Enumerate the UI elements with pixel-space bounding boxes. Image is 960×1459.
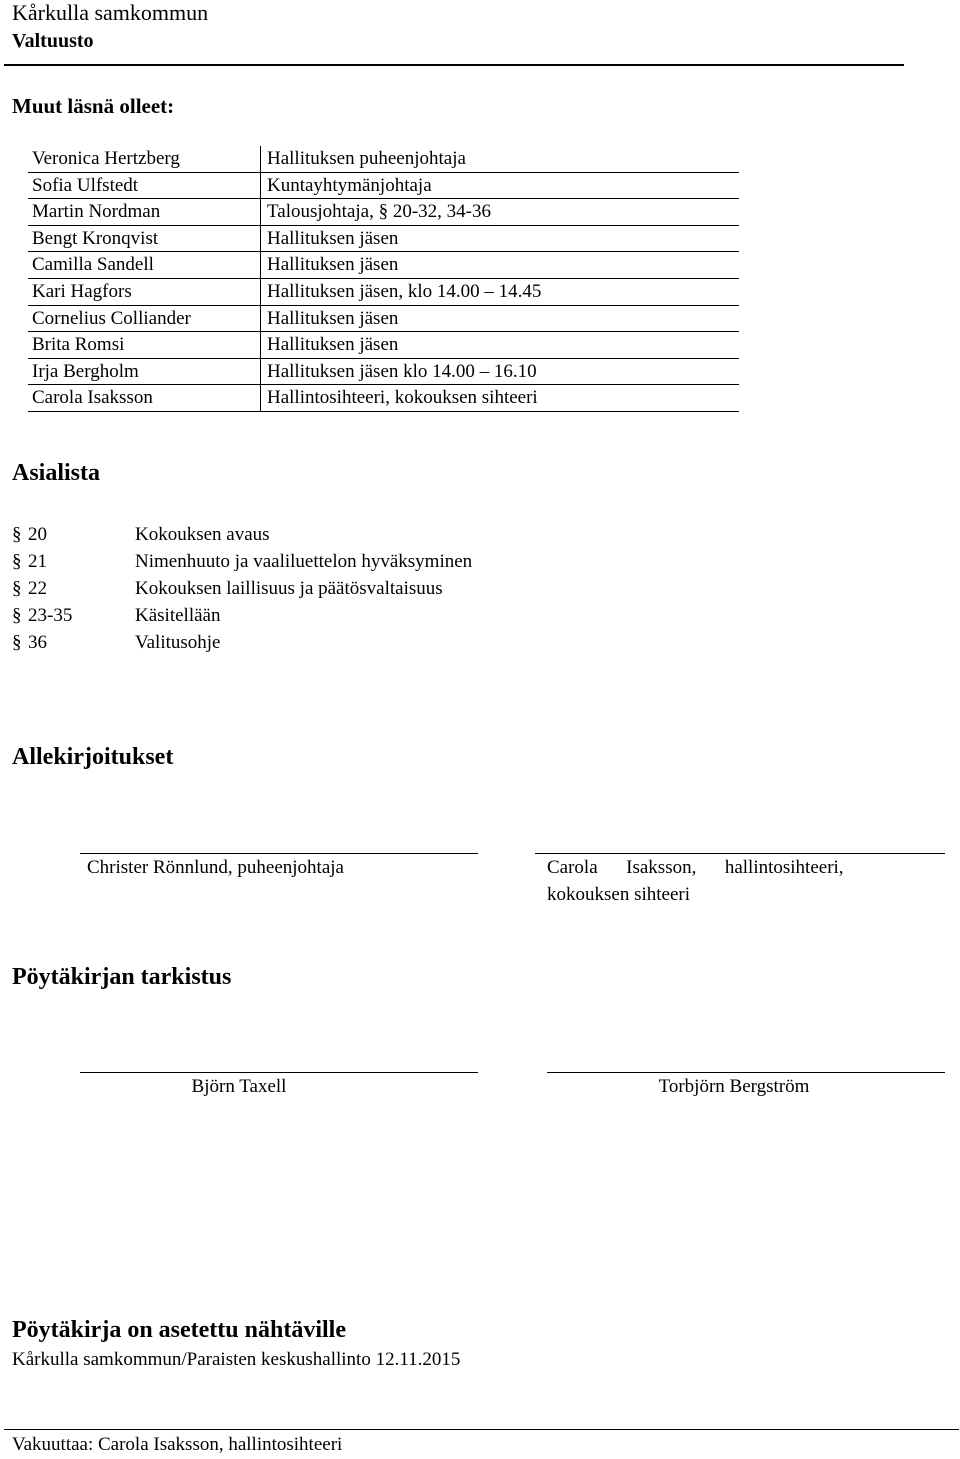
agenda-item — [12, 629, 712, 656]
attendee-role: Talousjohtaja, § 20-32, 34-36 — [260, 199, 491, 225]
agenda-item-title: Nimenhuuto ja vaaliluettelon hyväksyminen — [135, 551, 473, 572]
attendee-row — [28, 199, 739, 226]
attendee-name: Bengt Kronqvist — [32, 227, 159, 249]
attendee-role: Kuntayhtymänjohtaja — [260, 173, 432, 199]
attendee-role: Hallituksen jäsen — [260, 226, 398, 252]
agenda-item-title: Valitusohje — [135, 632, 221, 653]
section-symbol: § — [12, 605, 22, 626]
publication-heading: Pöytäkirja on asetettu nähtäville — [12, 1317, 346, 1343]
agenda-item-number: 20 — [28, 524, 47, 545]
attendee-role: Hallituksen jäsen — [260, 332, 398, 358]
review-line-left — [80, 1072, 478, 1073]
signature-secretary-line1: Carola Isaksson, hallintosihteeri, — [547, 857, 844, 878]
attendee-role: Hallituksen jäsen — [260, 306, 398, 332]
attendee-role: Hallituksen jäsen klo 14.00 – 16.10 — [260, 359, 537, 385]
agenda-item-title: Kokouksen laillisuus ja päätösvaltaisuus — [135, 578, 443, 599]
signature-chair: Christer Rönnlund, puheenjohtaja — [87, 857, 344, 878]
attendee-role: Hallintosihteeri, kokouksen sihteeri — [260, 385, 538, 411]
attendee-row — [28, 385, 739, 412]
attendee-row — [28, 359, 739, 386]
agenda-item-title: Kokouksen avaus — [135, 524, 270, 545]
agenda-item-title: Käsitellään — [135, 605, 221, 626]
organization-name: Kårkulla samkommun — [12, 0, 209, 25]
attendee-role: Hallituksen puheenjohtaja — [260, 146, 466, 172]
agenda-item-number: 23-35 — [28, 605, 73, 626]
attendee-name: Brita Romsi — [32, 334, 125, 356]
section-symbol: § — [12, 632, 22, 653]
signatures-heading: Allekirjoitukset — [12, 744, 174, 770]
agenda-item-number: 36 — [28, 632, 47, 653]
section-symbol: § — [12, 524, 22, 545]
agenda-heading: Asialista — [12, 460, 101, 486]
attendee-row — [28, 306, 739, 333]
attendee-row — [28, 173, 739, 200]
agenda-item — [12, 521, 712, 548]
attendee-row — [28, 146, 739, 173]
attendee-row — [28, 332, 739, 359]
section-symbol: § — [12, 551, 22, 572]
publication-text: Kårkulla samkommun/Paraisten keskushallinto 12.11.2015 — [12, 1349, 461, 1370]
agenda-item-number: 21 — [28, 551, 47, 572]
attendee-name: Camilla Sandell — [32, 254, 154, 276]
body-name: Valtuusto — [12, 30, 94, 52]
agenda-list — [12, 521, 712, 656]
attendee-role: Hallituksen jäsen, klo 14.00 – 14.45 — [260, 279, 541, 305]
attendee-role: Hallituksen jäsen — [260, 252, 398, 278]
attendee-name: Martin Nordman — [32, 201, 161, 223]
attendee-row — [28, 226, 739, 253]
attendee-row — [28, 252, 739, 279]
reviewer-right: Torbjörn Bergström — [658, 1076, 810, 1097]
footer-divider — [4, 1429, 959, 1430]
agenda-item — [12, 548, 712, 575]
reviewer-left: Björn Taxell — [191, 1076, 287, 1097]
attendee-name: Irja Bergholm — [32, 360, 139, 382]
agenda-item — [12, 575, 712, 602]
agenda-item — [12, 602, 712, 629]
review-heading: Pöytäkirjan tarkistus — [12, 964, 232, 990]
agenda-item-number: 22 — [28, 578, 47, 599]
attendees-table — [28, 146, 739, 412]
footer-certification: Vakuuttaa: Carola Isaksson, hallintosihteeri — [12, 1434, 343, 1455]
attendee-name: Carola Isaksson — [32, 387, 153, 409]
review-line-right — [547, 1072, 945, 1073]
attendee-name: Sofia Ulfstedt — [32, 174, 139, 196]
signature-line-right — [535, 853, 945, 854]
attendee-row — [28, 279, 739, 306]
attendee-name: Veronica Hertzberg — [32, 148, 180, 169]
signature-secretary-line2: kokouksen sihteeri — [547, 884, 691, 905]
attendee-name: Cornelius Colliander — [32, 307, 191, 329]
signature-line-left — [80, 853, 478, 854]
section-symbol: § — [12, 578, 22, 599]
others-present-heading: Muut läsnä olleet: — [12, 94, 175, 118]
attendee-name: Kari Hagfors — [32, 280, 132, 302]
header-divider — [4, 64, 904, 66]
